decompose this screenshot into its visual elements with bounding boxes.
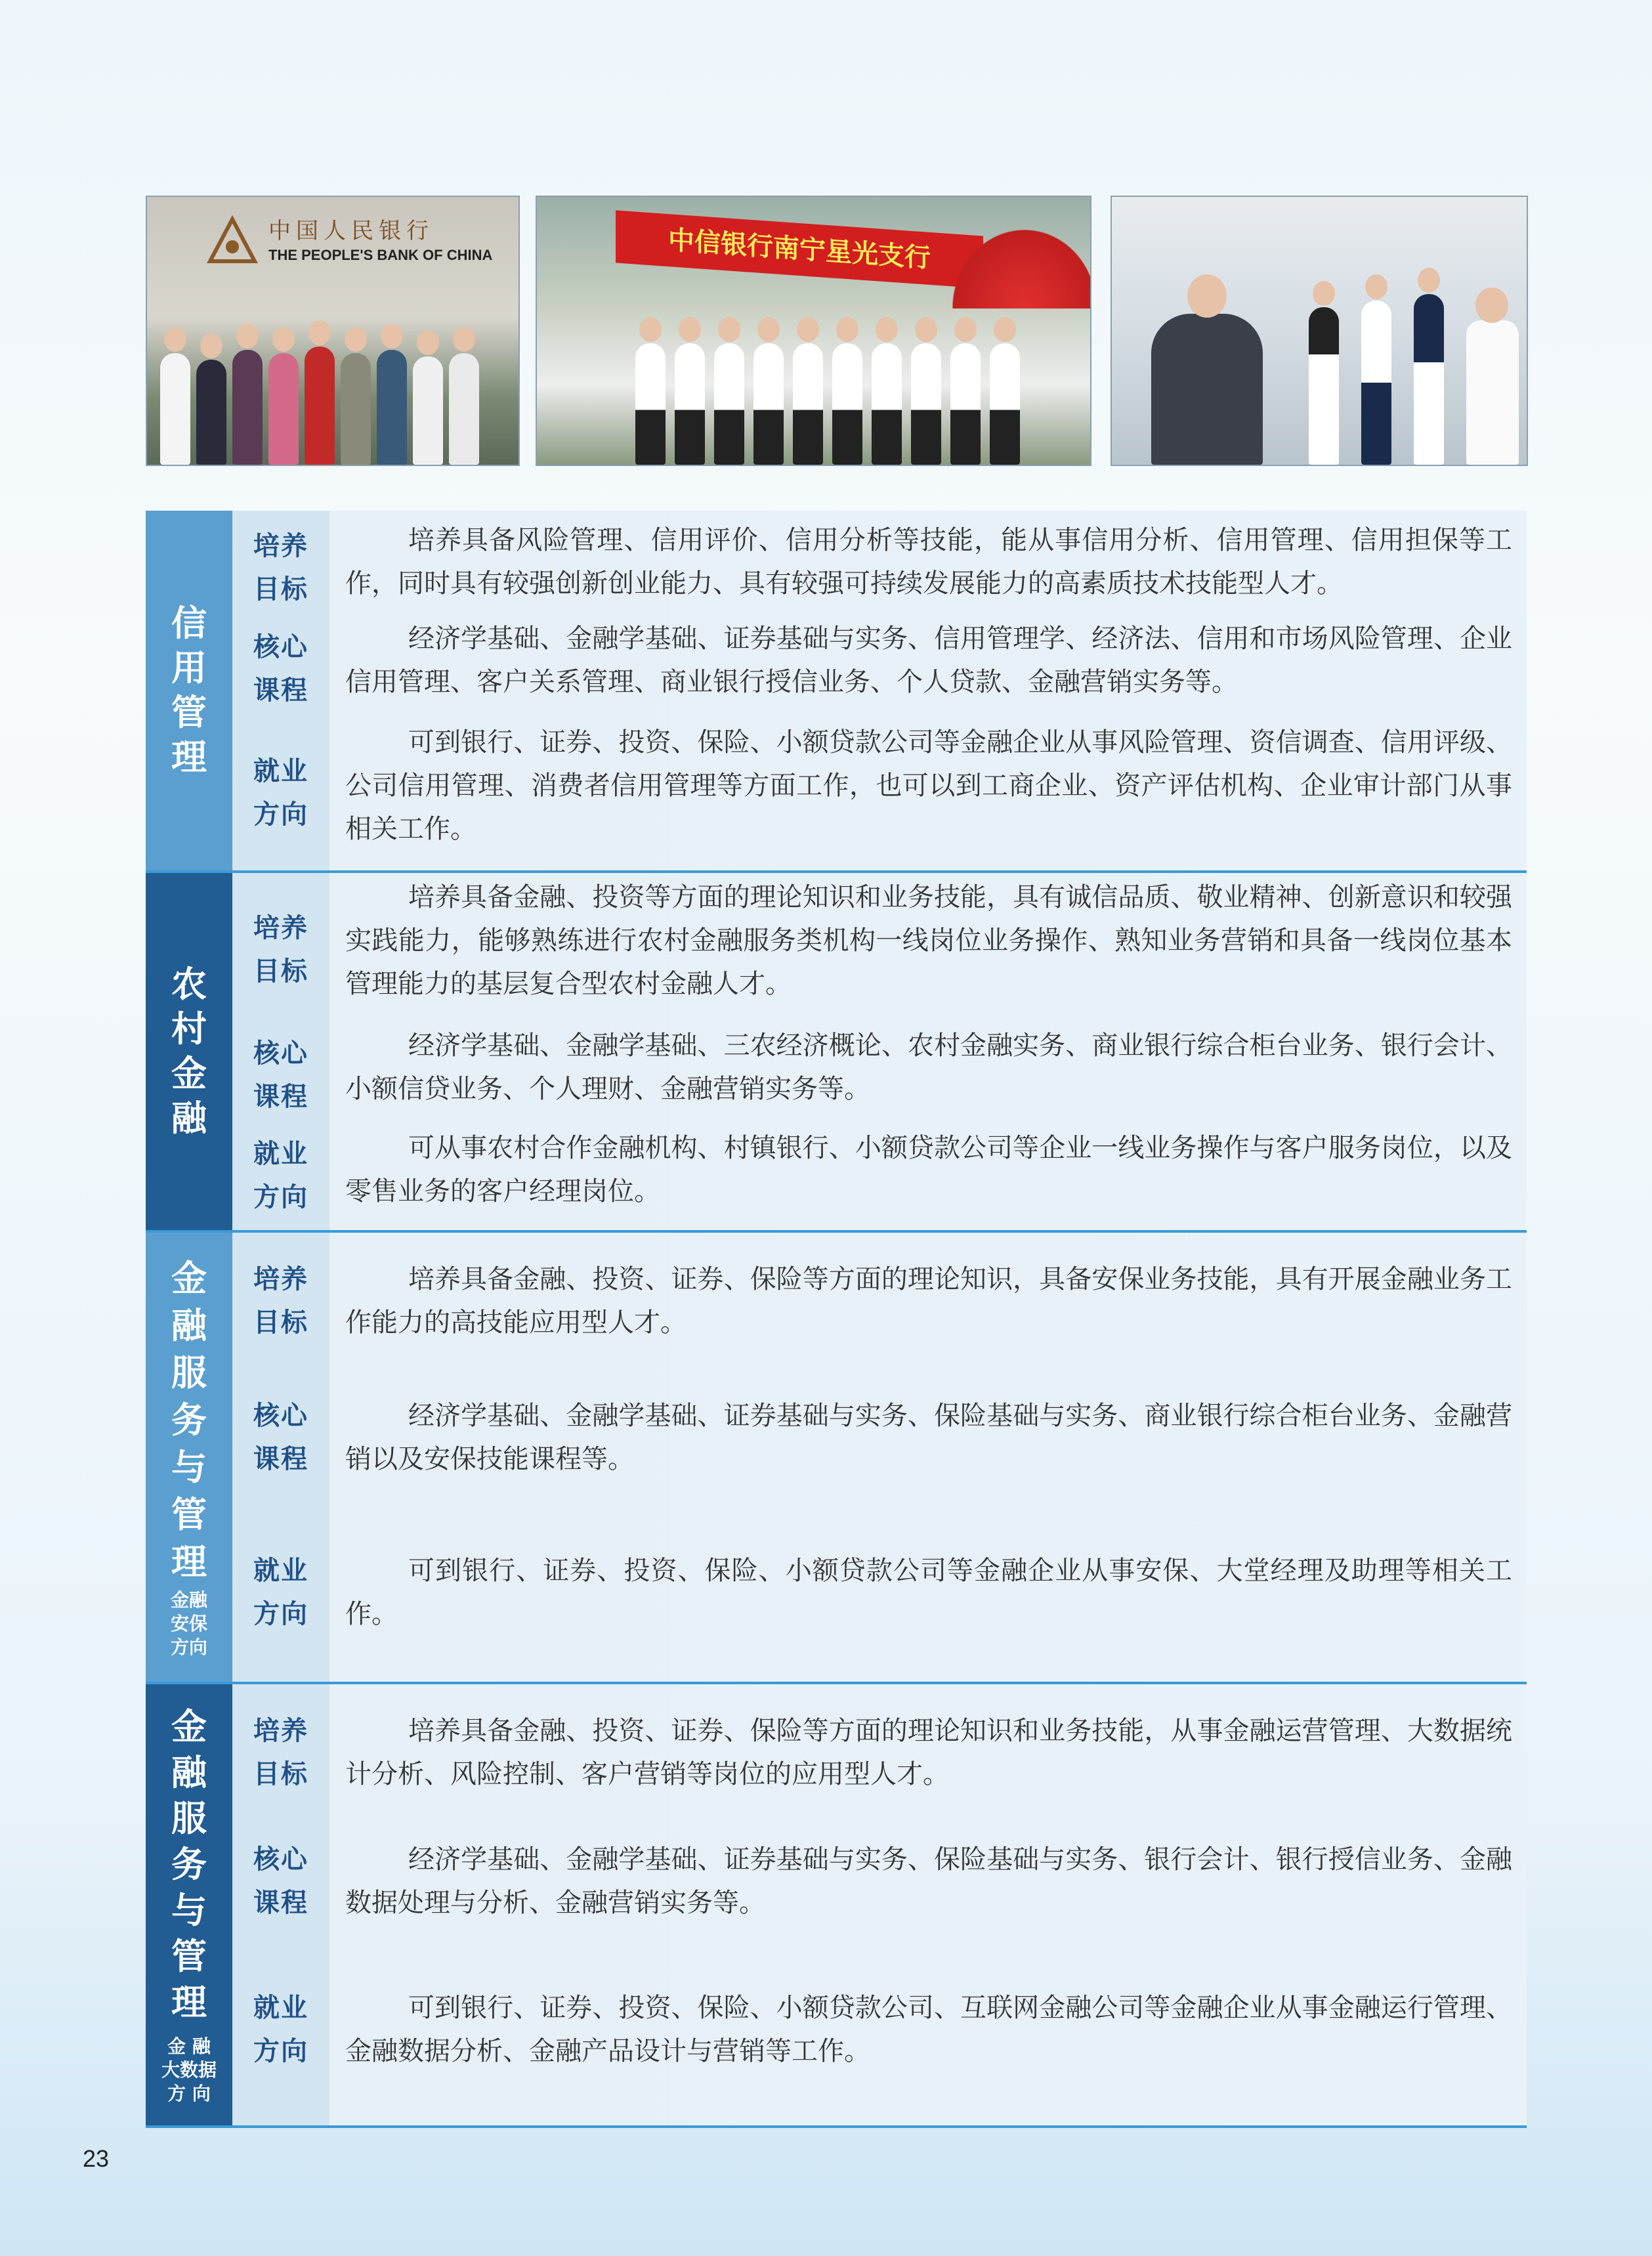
row-label: 培养 目标 [253, 1716, 308, 1789]
section-title: 农 村 金 融 [146, 873, 232, 1230]
row-text: 培养具备金融、投资等方面的理论知识和业务技能，具有诚信品质、敬业精神、创新意识和较强实践能力，能够熟练进行农村金融服务类机构一线岗位业务操作、熟知业务营销和具备一线岗位基本管理能力的基层复合型农村金融人才。 [345, 882, 1512, 999]
group-people [147, 294, 519, 465]
section-body [232, 1233, 1527, 1682]
row-courses [232, 1838, 1527, 1986]
section-title: 信 用 管 理 [146, 511, 232, 870]
row-career [232, 1986, 1527, 2124]
row-goal [232, 873, 1527, 1024]
row-courses [232, 617, 1527, 721]
row-label: 就业 方向 [253, 756, 308, 830]
section-finance-security [146, 1233, 1527, 1684]
row-text: 可到银行、证券、投资、保险、小额贷款公司、互联网金融公司等金融企业从事金融运行管理、金融数据分析、金融产品设计与营销等工作。 [345, 1993, 1512, 2066]
demo-people [1112, 294, 1527, 465]
row-label: 培养 目标 [253, 531, 308, 605]
row-label: 核心 课程 [253, 1844, 308, 1918]
row-text: 培养具备金融、投资、证券、保险等方面的理论知识和业务技能，从事金融运营管理、大数据统计分析、风险控制、客户营销等岗位的应用型人才。 [345, 1716, 1512, 1789]
row-text: 经济学基础、金融学基础、证券基础与实务、信用管理学、经济法、信用和市场风险管理、企业信用管理、客户关系管理、商业银行授信业务、个人贷款、金融营销实务等。 [345, 624, 1512, 697]
photo-peoples-bank-group [146, 196, 520, 466]
row-career [232, 1126, 1527, 1225]
section-body [232, 873, 1527, 1230]
row-career [232, 721, 1527, 865]
section-credit-management [146, 511, 1527, 873]
photo-strip [146, 196, 1528, 466]
bank-emblem-icon [206, 215, 259, 268]
bank-sign-english: THE PEOPLE'S BANK OF CHINA [268, 247, 493, 263]
row-goal [232, 511, 1527, 617]
row-label: 核心 课程 [253, 1401, 308, 1474]
row-text: 经济学基础、金融学基础、三农经济概论、农村金融实务、商业银行综合柜台业务、银行会计、小额信贷业务、个人理财、金融营销实务等。 [345, 1031, 1512, 1104]
row-courses [232, 1024, 1527, 1126]
row-label: 培养 目标 [253, 1264, 308, 1338]
section-subtitle: 金 融 大数据 方 向 [161, 2035, 217, 2104]
row-label: 核心 课程 [253, 632, 308, 706]
row-text: 可从事农村合作金融机构、村镇银行、小额贷款公司等企业一线业务操作与客户服务岗位，以及零售业务的客户经理岗位。 [345, 1133, 1512, 1206]
section-body [232, 1684, 1527, 2125]
section-rural-finance [146, 873, 1527, 1233]
photo-citic-bank-booth [536, 196, 1091, 466]
bank-sign-chinese: 中国人民银行 [268, 218, 434, 244]
row-text: 培养具备风险管理、信用评价、信用分析等技能，能从事信用分析、信用管理、信用担保等工作，同时具有较强创新创业能力、具有较强可持续发展能力的高素质技术技能型人才。 [345, 525, 1512, 599]
page-number: 23 [83, 2145, 110, 2172]
row-text: 可到银行、证券、投资、保险、小额贷款公司等金融企业从事风险管理、资信调查、信用评级、公司信用管理、消费者信用管理等方面工作，也可以到工商企业、资产评估机构、企业审计部门从事相关工作。 [345, 727, 1512, 844]
booth-banner: 中信银行南宁星光支行 [616, 210, 983, 288]
majors-table [146, 511, 1527, 2128]
row-text: 经济学基础、金融学基础、证券基础与实务、保险基础与实务、商业银行综合柜台业务、金融营销以及安保技能课程等。 [345, 1401, 1512, 1474]
section-title: 金 融 服 务 与 管 理 金融 安保 方向 [146, 1233, 232, 1682]
row-label: 核心 课程 [253, 1038, 308, 1112]
section-body [232, 511, 1527, 870]
row-courses [232, 1394, 1527, 1549]
row-label: 就业 方向 [253, 1556, 308, 1629]
row-text: 可到银行、证券、投资、保险、小额贷款公司等金融企业从事安保、大堂经理及助理等相关工作。 [345, 1556, 1512, 1629]
section-title: 金 融 服 务 与 管 理 金 融 大数据 方 向 [146, 1684, 232, 2125]
row-goal [232, 1684, 1527, 1838]
photo-skills-demo [1111, 196, 1528, 466]
row-career [232, 1549, 1527, 1678]
row-label: 就业 方向 [253, 1139, 308, 1212]
staff-people [537, 294, 1090, 465]
row-text: 经济学基础、金融学基础、证券基础与实务、保险基础与实务、银行会计、银行授信业务、金融数据处理与分析、金融营销实务等。 [345, 1844, 1512, 1918]
section-subtitle: 金融 安保 方向 [170, 1589, 207, 1658]
row-text: 培养具备金融、投资、证券、保险等方面的理论知识，具备安保业务技能，具有开展金融业务工作能力的高技能应用型人才。 [345, 1264, 1512, 1338]
row-label: 就业 方向 [253, 1993, 308, 2066]
section-finance-bigdata [146, 1684, 1527, 2128]
row-label: 培养 目标 [253, 913, 308, 987]
row-goal [232, 1233, 1527, 1394]
bank-sign [206, 213, 495, 278]
